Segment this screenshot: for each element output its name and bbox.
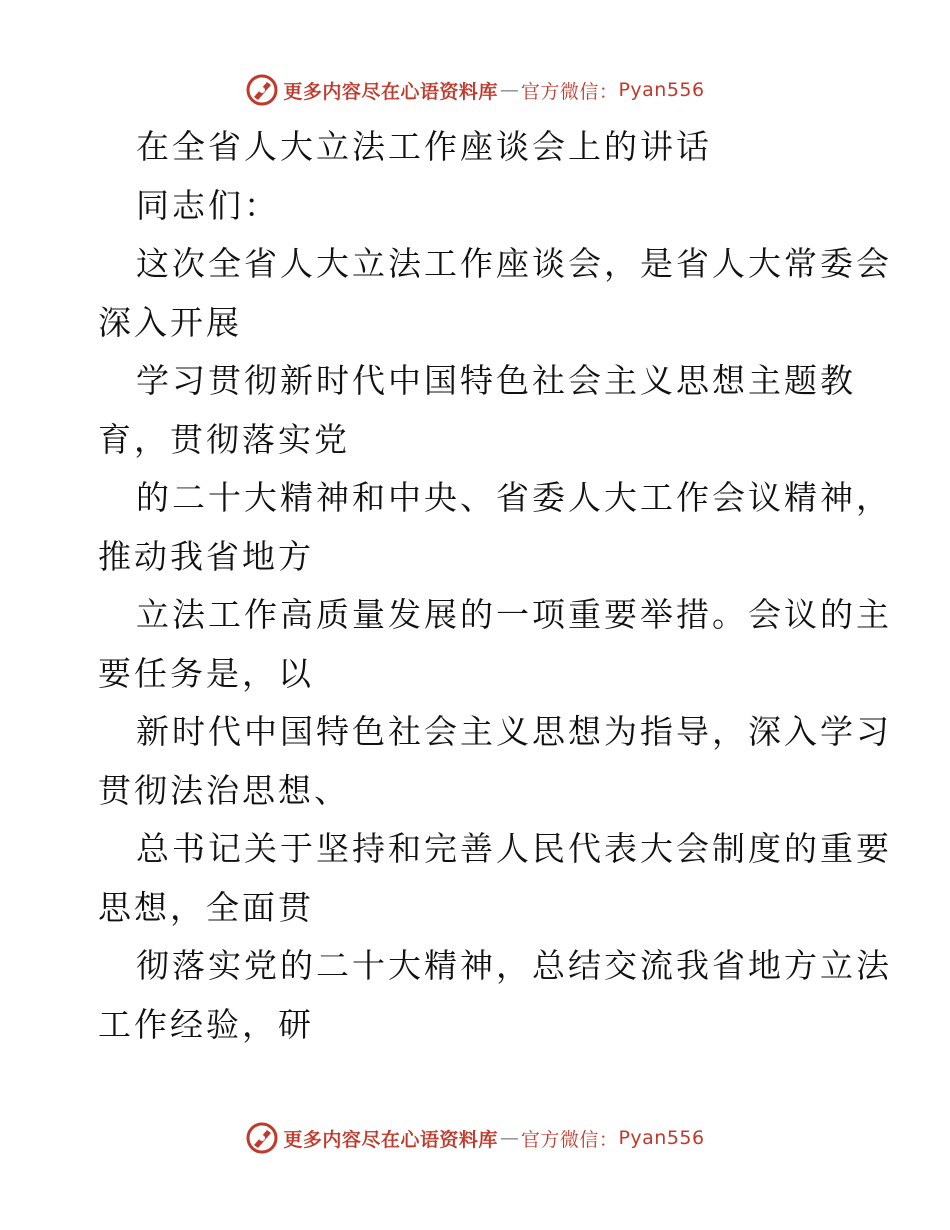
doc-line: 贯彻法治思想、 — [98, 770, 350, 810]
document-body — [98, 118, 892, 1054]
banner-wechat-label: 官方微信： — [520, 1128, 619, 1151]
doc-line: 这次全省人大立法工作座谈会，是省人大常委会 — [136, 244, 892, 283]
doc-salutation: 同志们： — [136, 185, 280, 225]
doc-line: 思想，全面贯 — [98, 887, 314, 927]
doc-line: 要任务是，以 — [98, 653, 314, 693]
banner-separator: — — [499, 79, 519, 101]
doc-line: 总书记关于坚持和完善人民代表大会制度的重要 — [136, 829, 892, 868]
banner-wechat-id: Pyan556 — [618, 1127, 705, 1149]
doc-line: 学习贯彻新时代中国特色社会主义思想主题教 — [136, 361, 856, 400]
doc-line: 新时代中国特色社会主义思想为指导，深入学习 — [136, 712, 892, 751]
doc-line: 的二十大精神和中央、省委人大工作会议精神， — [136, 478, 892, 517]
doc-line: 立法工作高质量发展的一项重要举措。会议的主 — [136, 595, 892, 634]
doc-line: 工作经验，研 — [98, 1004, 314, 1044]
footer-banner — [0, 1118, 950, 1158]
brand-logo-icon — [245, 1121, 279, 1155]
banner-wechat-label: 官方微信： — [520, 80, 619, 103]
header-banner — [0, 70, 950, 110]
banner-site-text: 更多内容尽在心语资料库 — [283, 80, 498, 103]
doc-line: 推动我省地方 — [98, 536, 314, 576]
banner-wechat-id: Pyan556 — [618, 79, 705, 101]
doc-line: 深入开展 — [98, 302, 242, 342]
doc-line: 彻落实党的二十大精神，总结交流我省地方立法 — [136, 946, 892, 985]
banner-separator: — — [499, 1127, 519, 1149]
banner-site-text: 更多内容尽在心语资料库 — [283, 1128, 498, 1151]
doc-title: 在全省人大立法工作座谈会上的讲话 — [136, 127, 712, 166]
doc-line: 育，贯彻落实党 — [98, 419, 350, 459]
brand-logo-icon — [245, 73, 279, 107]
